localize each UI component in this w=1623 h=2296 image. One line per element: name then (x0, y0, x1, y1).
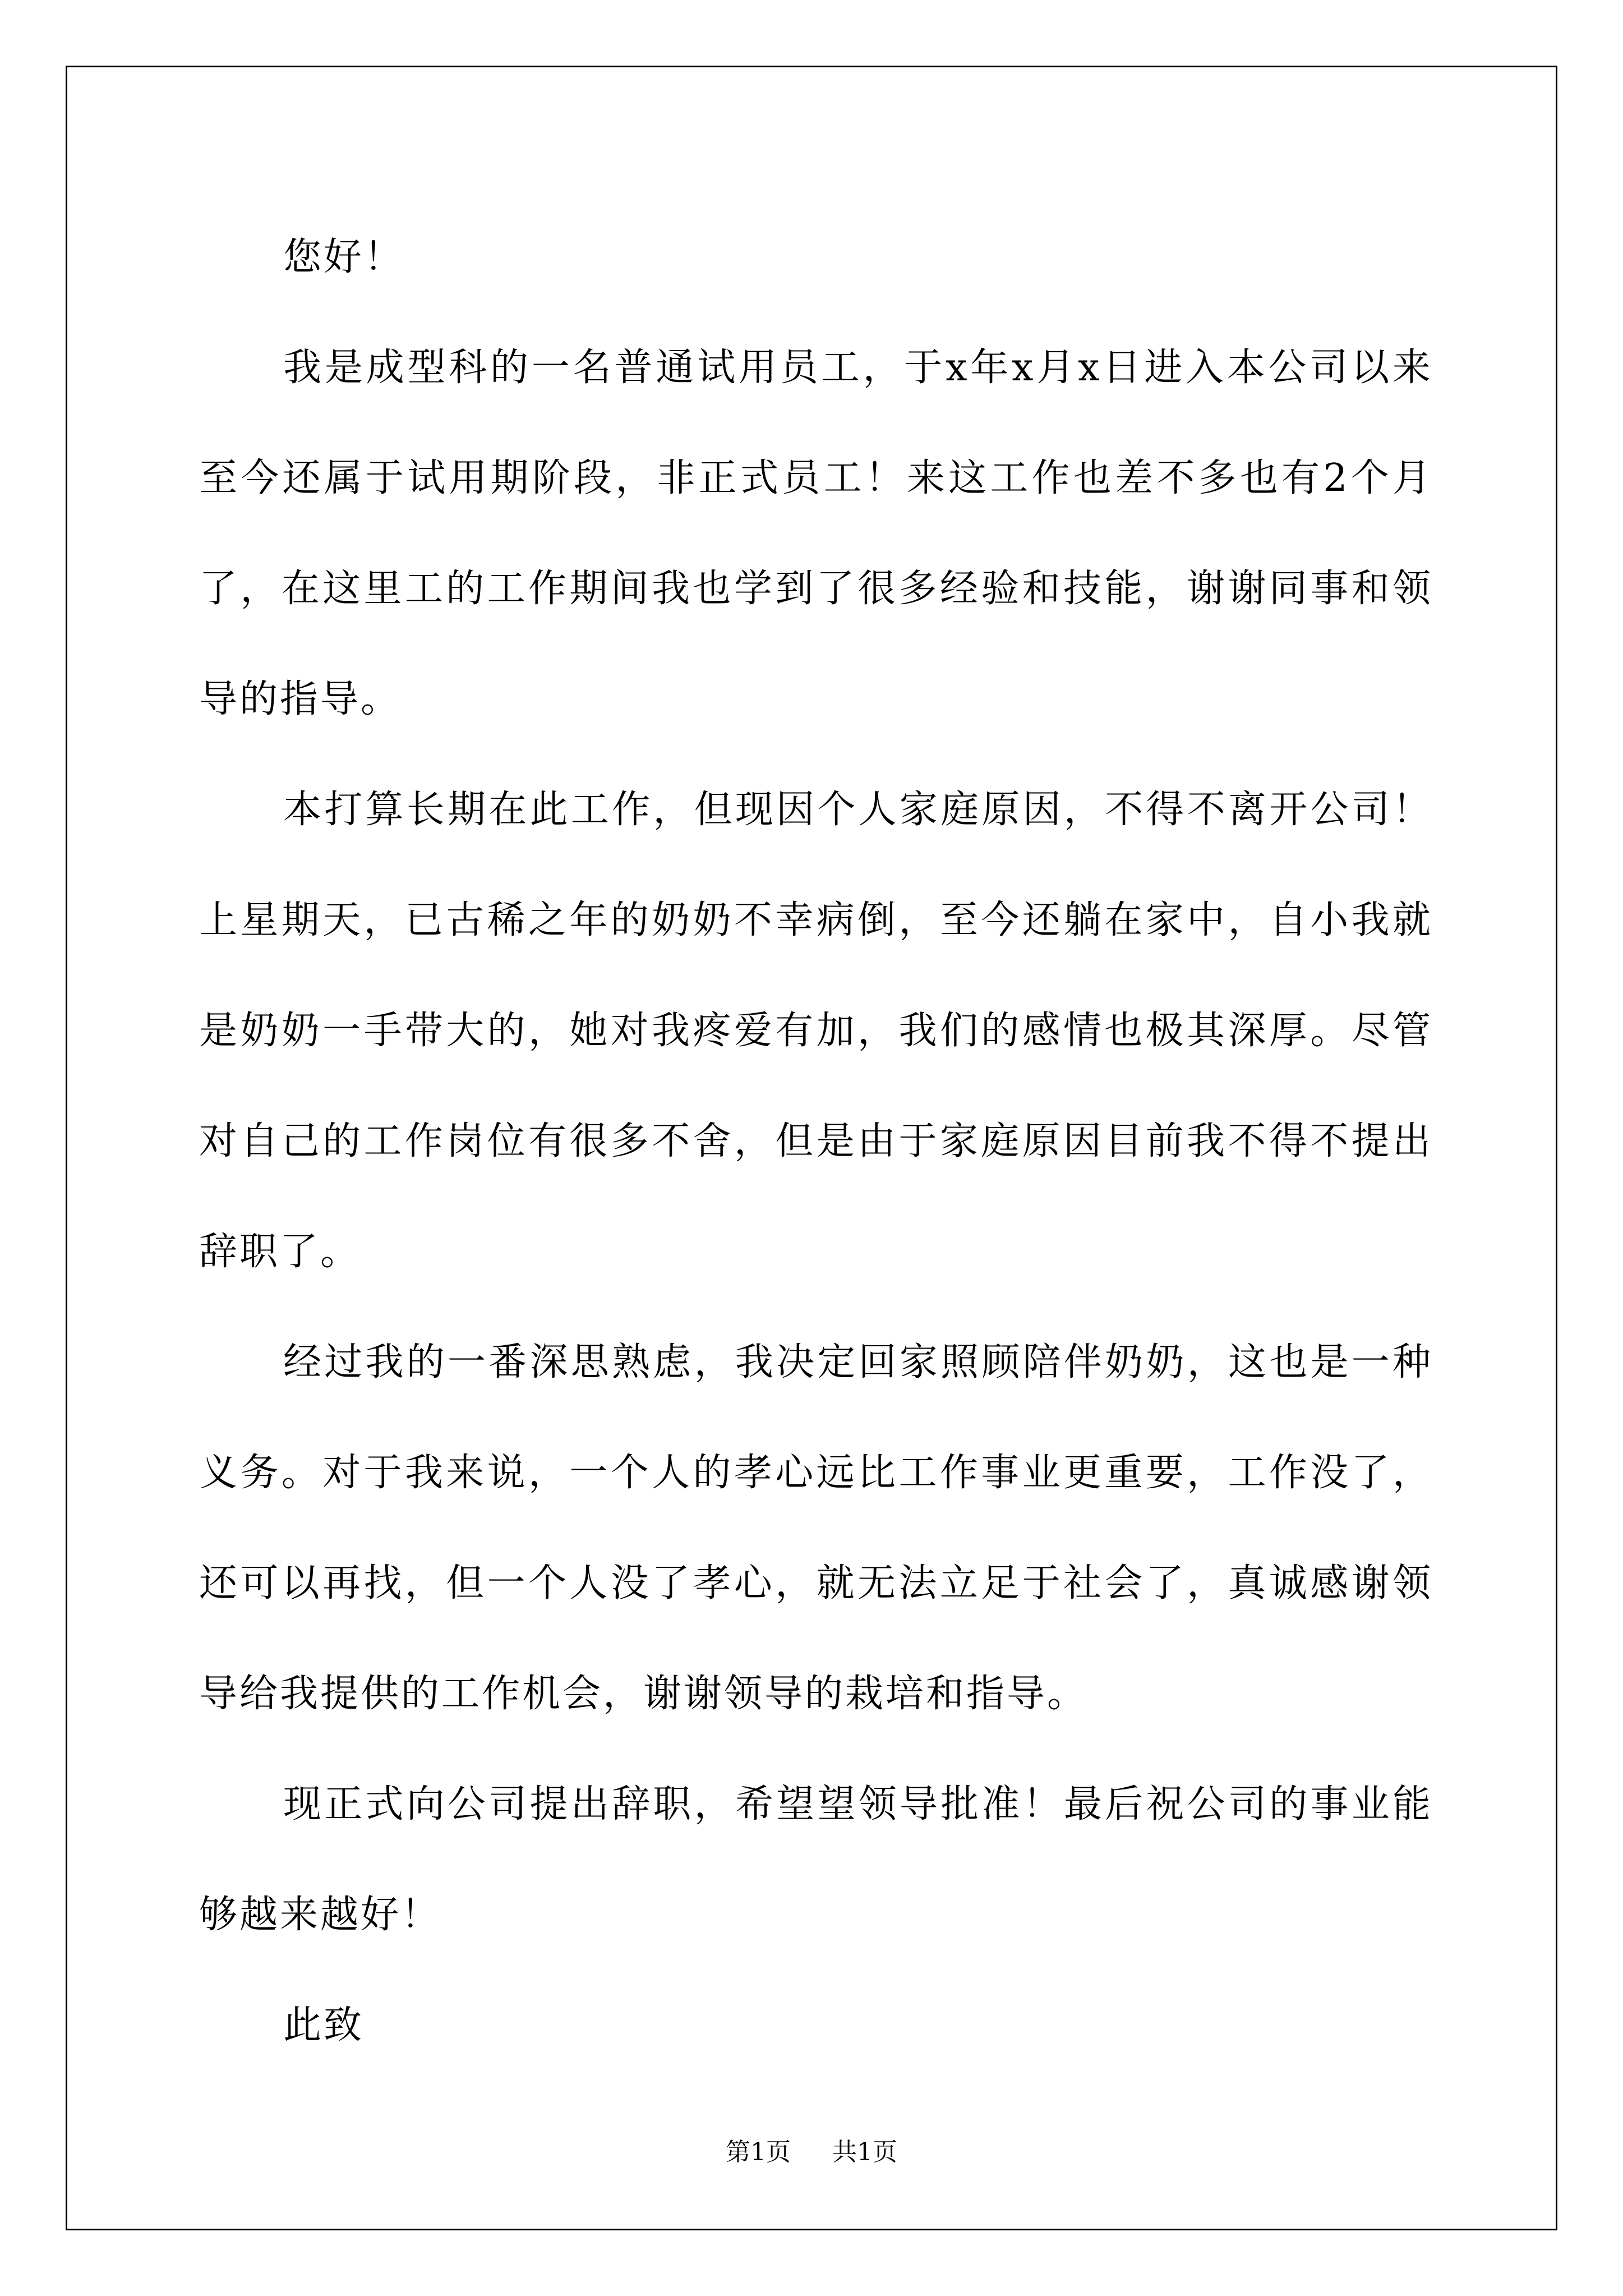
page-number: 第1页 (726, 2138, 791, 2166)
letter-closing: 此致 (283, 2003, 365, 2047)
letter-body (199, 202, 1433, 2081)
page-total: 共1页 (832, 2138, 897, 2166)
letter-paragraph: 本打算长期在此工作，但现因个人家庭原因，不得不离开公司！上星期天，已古稀之年的奶奶不幸病倒，至今还躺在家中，自小我就是奶奶一手带大的，她对我疼爱有加，我们的感情也极其深厚。尽管对自己的工作岗位有很多不舍，但是由于家庭原因目前我不得不提出辞职了。 (199, 788, 1433, 1274)
letter-paragraph: 我是成型科的一名普通试用员工，于x年x月x日进入本公司以来至今还属于试用期阶段，非正式员工！来这工作也差不多也有2个月了，在这里工的工作期间我也学到了很多经验和技能，谢谢同事和领导的指导。 (199, 346, 1433, 721)
page-footer (0, 2132, 1623, 2168)
letter-paragraph: 现正式向公司提出辞职，希望望领导批准！最后祝公司的事业能够越来越好！ (199, 1782, 1433, 1937)
letter-paragraph: 经过我的一番深思熟虑，我决定回家照顾陪伴奶奶，这也是一种义务。对于我来说，一个人的孝心远比工作事业更重要，工作没了，还可以再找，但一个人没了孝心，就无法立足于社会了，真诚感谢领导给我提供的工作机会，谢谢领导的栽培和指导。 (199, 1340, 1433, 1716)
letter-greeting: 您好！ (283, 235, 405, 279)
